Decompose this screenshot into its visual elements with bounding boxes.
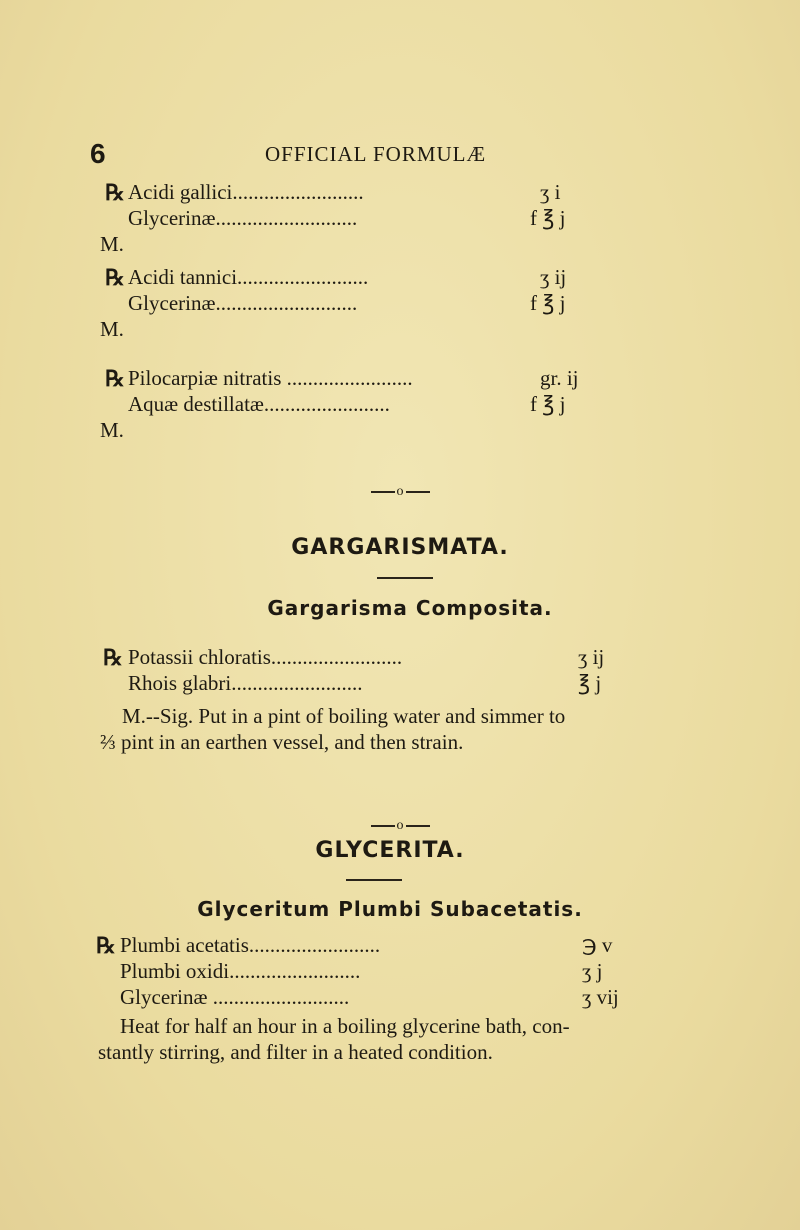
ingredient-quantity: ℥ j xyxy=(578,671,602,695)
subsection-title-glyceritum-plumbi: Glyceritum Plumbi Subacetatis. xyxy=(197,897,583,921)
ingredient-name: Rhois glabri......................... xyxy=(128,671,363,695)
separator-mark: o xyxy=(396,484,404,499)
subsection-title-gargarisma-composita: Gargarisma Composita. xyxy=(267,596,553,620)
section-title-gargarismata: GARGARISMATA. xyxy=(291,535,509,560)
rx-symbol: ℞ xyxy=(96,933,116,958)
page-header xyxy=(90,138,730,174)
directions-line: M.--Sig. Put in a pint of boiling water and simmer to xyxy=(122,704,566,728)
mix-label: M. xyxy=(100,232,124,256)
title-rule xyxy=(377,577,433,579)
section-title-glycerita: GLYCERITA. xyxy=(315,838,465,863)
directions-line: stantly stirring, and filter in a heated condition. xyxy=(98,1040,493,1064)
ingredient-name: Glycerinæ........................... xyxy=(128,206,358,230)
directions-paragraph xyxy=(100,703,762,755)
prescription-line xyxy=(0,232,800,260)
section-separator xyxy=(0,484,800,500)
prescription-line xyxy=(0,933,800,961)
prescription-line xyxy=(0,265,800,293)
mix-label: M. xyxy=(100,418,124,442)
page-number: 6 xyxy=(90,138,106,169)
ingredient-name: Glycerinæ .......................... xyxy=(120,985,350,1009)
ingredient-name: Potassii chloratis......................... xyxy=(128,645,403,669)
ingredient-quantity: ʒ vij xyxy=(582,985,619,1009)
rx-symbol: ℞ xyxy=(105,265,125,290)
prescription-line xyxy=(0,317,800,345)
prescription-line xyxy=(0,392,800,420)
directions-paragraph xyxy=(98,1013,738,1065)
ingredient-quantity: ℈ v xyxy=(582,933,613,957)
prescription-line xyxy=(0,671,800,699)
prescription-line xyxy=(0,985,800,1013)
separator-mark: o xyxy=(396,818,404,833)
section-separator xyxy=(0,818,800,834)
ingredient-quantity: f ℥ j xyxy=(530,206,566,230)
rx-symbol: ℞ xyxy=(105,180,125,205)
rx-symbol: ℞ xyxy=(103,645,123,670)
prescription-line xyxy=(0,645,800,673)
prescription-line xyxy=(0,291,800,319)
directions-line: Heat for half an hour in a boiling glycerine bath, con- xyxy=(120,1014,570,1038)
mix-label: M. xyxy=(100,317,124,341)
ingredient-name: Plumbi acetatis......................... xyxy=(120,933,381,957)
prescription-line xyxy=(0,418,800,446)
prescription-line xyxy=(0,366,800,394)
ingredient-quantity: ʒ j xyxy=(582,959,603,983)
ingredient-name: Plumbi oxidi......................... xyxy=(120,959,361,983)
ingredient-name: Acidi tannici......................... xyxy=(128,265,369,289)
running-title: OFFICIAL FORMULÆ xyxy=(265,142,487,166)
prescription-line xyxy=(0,206,800,234)
ingredient-quantity: ʒ ij xyxy=(578,645,605,669)
ingredient-quantity: f ℥ j xyxy=(530,392,566,416)
ingredient-quantity: f ℥ j xyxy=(530,291,566,315)
directions-line: ⅔ pint in an earthen vessel, and then strain. xyxy=(100,730,464,754)
prescription-line xyxy=(0,180,800,208)
ingredient-quantity: gr. ij xyxy=(540,366,579,390)
ingredient-name: Aquæ destillatæ........................ xyxy=(128,392,390,416)
ingredient-name: Glycerinæ........................... xyxy=(128,291,358,315)
ingredient-quantity: ʒ ij xyxy=(540,265,567,289)
prescription-line xyxy=(0,959,800,987)
ingredient-name: Acidi gallici......................... xyxy=(128,180,364,204)
rx-symbol: ℞ xyxy=(105,366,125,391)
ingredient-quantity: ʒ i xyxy=(540,180,561,204)
ingredient-name: Pilocarpiæ nitratis ........................ xyxy=(128,366,413,390)
title-rule xyxy=(346,879,402,881)
